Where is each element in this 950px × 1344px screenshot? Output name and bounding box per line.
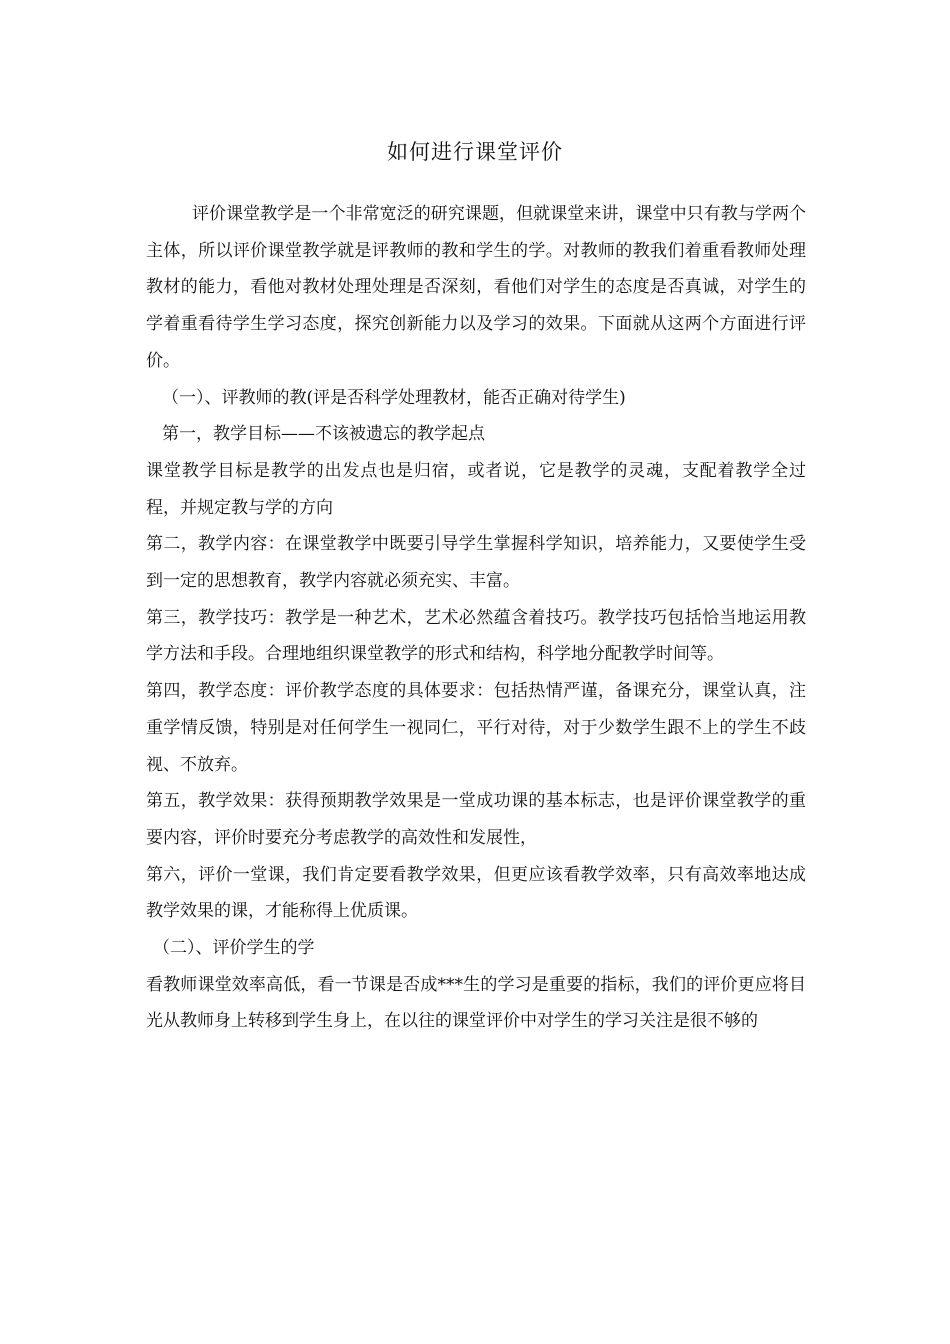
paragraph-point-2: 第二，教学内容：在课堂教学中既要引导学生掌握科学知识，培养能力，又要使学生受到一定的思想教育，教学内容就必须充实、丰富。 bbox=[146, 534, 806, 592]
paragraph-point-5: 第五，教学效果：获得预期教学效果是一堂成功课的基本标志，也是评价课堂教学的重要内容，评价时要充分考虑教学的高效性和发展性， bbox=[146, 791, 806, 848]
paragraph-point-1-body: 课堂教学目标是教学的出发点也是归宿，或者说，它是教学的灵魂，支配着教学全过程，并规定教与学的方向 bbox=[146, 460, 806, 518]
document-title: 如何进行课堂评价 bbox=[387, 140, 563, 164]
paragraph-section-2-body: 看教师课堂效率高低，看一节课是否成***生的学习是重要的指标，我们的评价更应将目光从教师身上转移到学生身上，在以往的课堂评价中对学生的学习关注是很不够的 bbox=[146, 974, 806, 1032]
paragraph-point-1-heading: 第一，教学目标——不该被遗忘的教学起点 bbox=[162, 424, 485, 445]
paragraph-point-4: 第四，教学态度：评价教学态度的具体要求：包括热情严谨，备课充分，课堂认真，注重学情反馈，特别是对任何学生一视同仁，平行对待，对于少数学生跟不上的学生不歧视、不放弃。 bbox=[146, 681, 806, 775]
paragraph-section-2-heading: （二）、评价学生的学 bbox=[153, 938, 315, 959]
paragraph-intro: 评价课堂教学是一个非常宽泛的研究课题，但就课堂来讲，课堂中只有教与学两个主体，所以评价课堂教学就是评教师的教和学生的学。对教师的教我们着重看教师处理教材的能力，看他对教材处理处理是否深刻，看他们对学生的态度是否真诚，对学生的学着重看待学生学习态度，探究创新能力以及学习的效果。下面就从这两个方面进行评价。 bbox=[146, 204, 806, 371]
paragraph-point-3: 第三，教学技巧：教学是一种艺术，艺术必然蕴含着技巧。教学技巧包括恰当地运用教学方法和手段。合理地组织课堂教学的形式和结构，科学地分配教学时间等。 bbox=[146, 607, 806, 665]
paragraph-point-6: 第六，评价一堂课，我们肯定要看教学效果，但更应该看教学效率，只有高效率地达成教学效果的课，才能称得上优质课。 bbox=[146, 864, 806, 922]
paragraph-section-1-heading: （一）、评教师的教(评是否科学处理教材，能否正确对待学生) bbox=[162, 387, 626, 408]
document-body bbox=[146, 196, 806, 1040]
